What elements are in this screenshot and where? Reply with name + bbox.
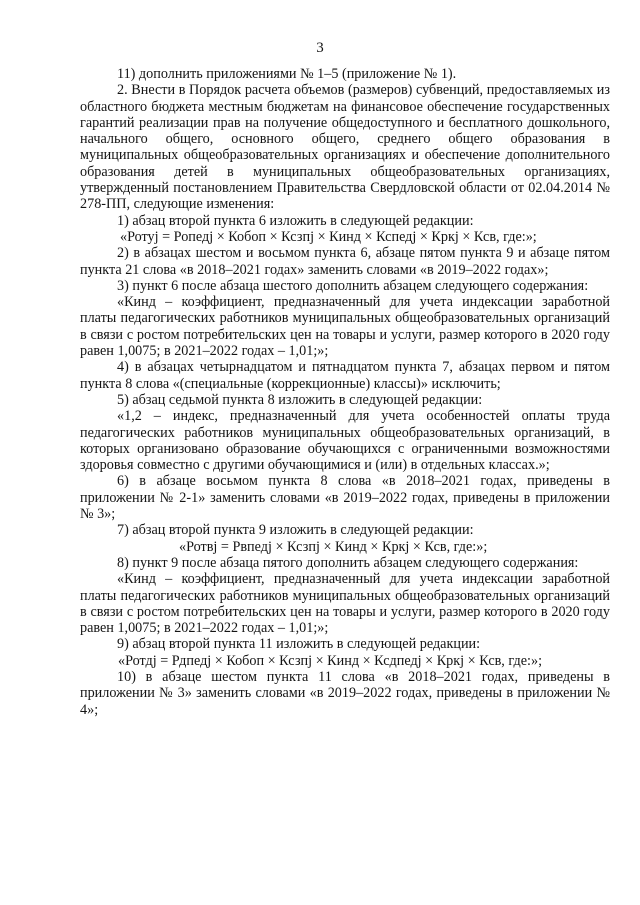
formula-rotv: «Ротвj = Рвпедj × Ксзпj × Кинд × Кркj × Ксв, где:»; [179,538,488,555]
document-body [80,66,610,718]
paragraph-change-8: 8) пункт 9 после абзаца пятого дополнить абзацем следующего содержания: [117,554,579,571]
formula-rotu: «Ротуj = Ропедj × Кобоп × Ксзпj × Кинд × Кспедj × Кркj × Ксв, где:»; [120,228,537,245]
paragraph-change-10: 10) в абзаце шестом пункта 11 слова «в 2018–2021 годах, приведены в приложении № 3» заменить словами «в 2019–2022 годах, приведены в приложении № 4»; [80,668,610,718]
paragraph-change-9: 9) абзац второй пункта 11 изложить в следующей редакции: [117,636,481,653]
paragraph-change-6: 6) в абзаце восьмом пункта 8 слова «в 2018–2021 годах, приведены в приложении № 2-1» заменить словами «в 2019–2022 годах, приведены в приложении № 3»; [80,473,610,523]
page-number: 3 [316,40,324,56]
paragraph-change-2: 2) в абзацах шестом и восьмом пункта 6, абзаце пятом пункта 9 и абзаце пятом пункта 21 слова «в 2018–2021 годах» заменить словами «в 2019–2022 годах»; [80,245,610,278]
paragraph-item-11: 11) дополнить приложениями № 1–5 (приложение № 1). [117,66,457,82]
paragraph-change-5: 5) абзац седьмой пункта 8 изложить в следующей редакции: [117,391,483,408]
paragraph-change-7: 7) абзац второй пункта 9 изложить в следующей редакции: [117,522,474,539]
paragraph-kind-definition-1: «Кинд – коэффициент, предназначенный для учета индексации заработной платы педагогических работников муниципальных общеобразовательных организаций в связи с ростом потребительских цен на товары и услуги, размер которого в 2020 году равен 1,0075; в 2021–2022 годах – 1,01;»; [80,294,610,360]
paragraph-change-4: 4) в абзацах четырнадцатом и пятнадцатом пункта 7, абзацах первом и пятом пункта 8 слова «(специальные (коррекционные) классы)» исключить; [80,359,610,392]
paragraph-kind-definition-2: «Кинд – коэффициент, предназначенный для учета индексации заработной платы педагогических работников муниципальных общеобразовательных организаций в связи с ростом потребительских цен на товары и услуги, размер которого в 2020 году равен 1,0075; в 2021–2022 годах – 1,01;»; [80,571,610,637]
paragraph-index-definition: «1,2 – индекс, предназначенный для учета особенностей оплаты труда педагогических работников муниципальных общеобразовательных организаций, в которых организовано образование обучающихся с ограниченными возможностями здоровья совместно с другими обучающимися и (или) в отдельных классах.»; [80,408,610,474]
formula-rotd: «Ротдj = Рдпедj × Кобоп × Ксзпj × Кинд × Ксдпедj × Кркj × Ксв, где:»; [118,652,543,669]
paragraph-change-3: 3) пункт 6 после абзаца шестого дополнить абзацем следующего содержания: [117,277,589,294]
paragraph-section-2: 2. Внести в Порядок расчета объемов (размеров) субвенций, предоставляемых из областного бюджета местным бюджетам на финансовое обеспечение государственных гарантий реализации прав на получение общедоступного и бесплатного дошкольного, начального общего, основного общего, среднего общего образования в муниципальных общеобразовательных организациях и обеспечение дополнительного образования детей в муниципальных общеобразовательных организациях, утвержденный постановлением Правительства Свердловской области от 02.04.2014 № 278-ПП, следующие изменения: [80,82,610,213]
paragraph-change-1: 1) абзац второй пункта 6 изложить в следующей редакции: [117,212,474,229]
